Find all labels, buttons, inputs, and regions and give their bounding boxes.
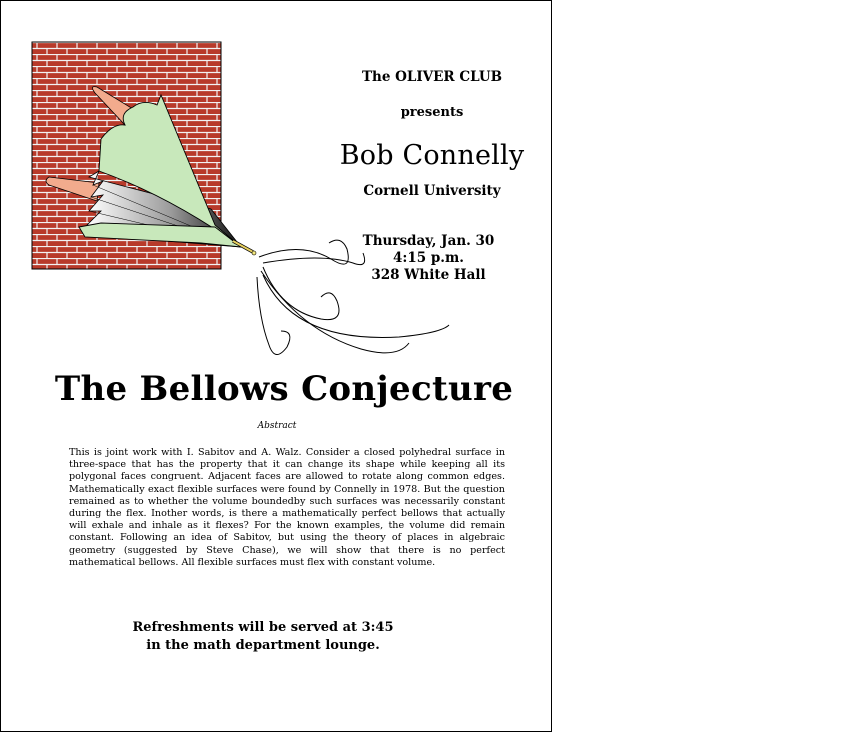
event-date: Thursday, Jan. 30 bbox=[362, 233, 495, 249]
event-details bbox=[341, 233, 516, 284]
event-room: 328 White Hall bbox=[371, 267, 486, 283]
presents-label: presents bbox=[400, 105, 464, 120]
refreshments-note bbox=[97, 619, 429, 655]
abstract-heading: Abstract bbox=[257, 421, 297, 431]
talk-title: The Bellows Conjecture bbox=[54, 369, 514, 409]
club-name: The OLIVER CLUB bbox=[361, 69, 503, 85]
event-time: 4:15 p.m. bbox=[393, 250, 464, 266]
abstract-text: This is joint work with I. Sabitov and A. Walz. Consider a closed polyhedral surface in three-space that has the property that it can change its shape while keeping all its polygonal faces congruent. Adjacent faces are allowed to rotate along common edges. Mathematically exact flexible surfaces were found by Connelly in 1978. But the question remained as to whether the volume boundedby such surfaces was necessarily constant during the flex. Inother words, is there a mathematically perfect bellows that actually will exhale and inhale as it flexes? For the known examples, the volume did remain constant. Following an idea of Sabitov, but using the theory of places in algebraic geometry (suggested by Steve Chase), we will show that there is no perfect mathematical bellows. All flexible surfaces must flex with constant volume. bbox=[69, 447, 505, 568]
refreshments-line-2: in the math department lounge. bbox=[146, 638, 380, 653]
refreshments-line-1: Refreshments will be served at 3:45 bbox=[132, 620, 394, 635]
speaker-name: Bob Connelly bbox=[339, 140, 525, 171]
speaker-affiliation: Cornell University bbox=[363, 183, 501, 199]
